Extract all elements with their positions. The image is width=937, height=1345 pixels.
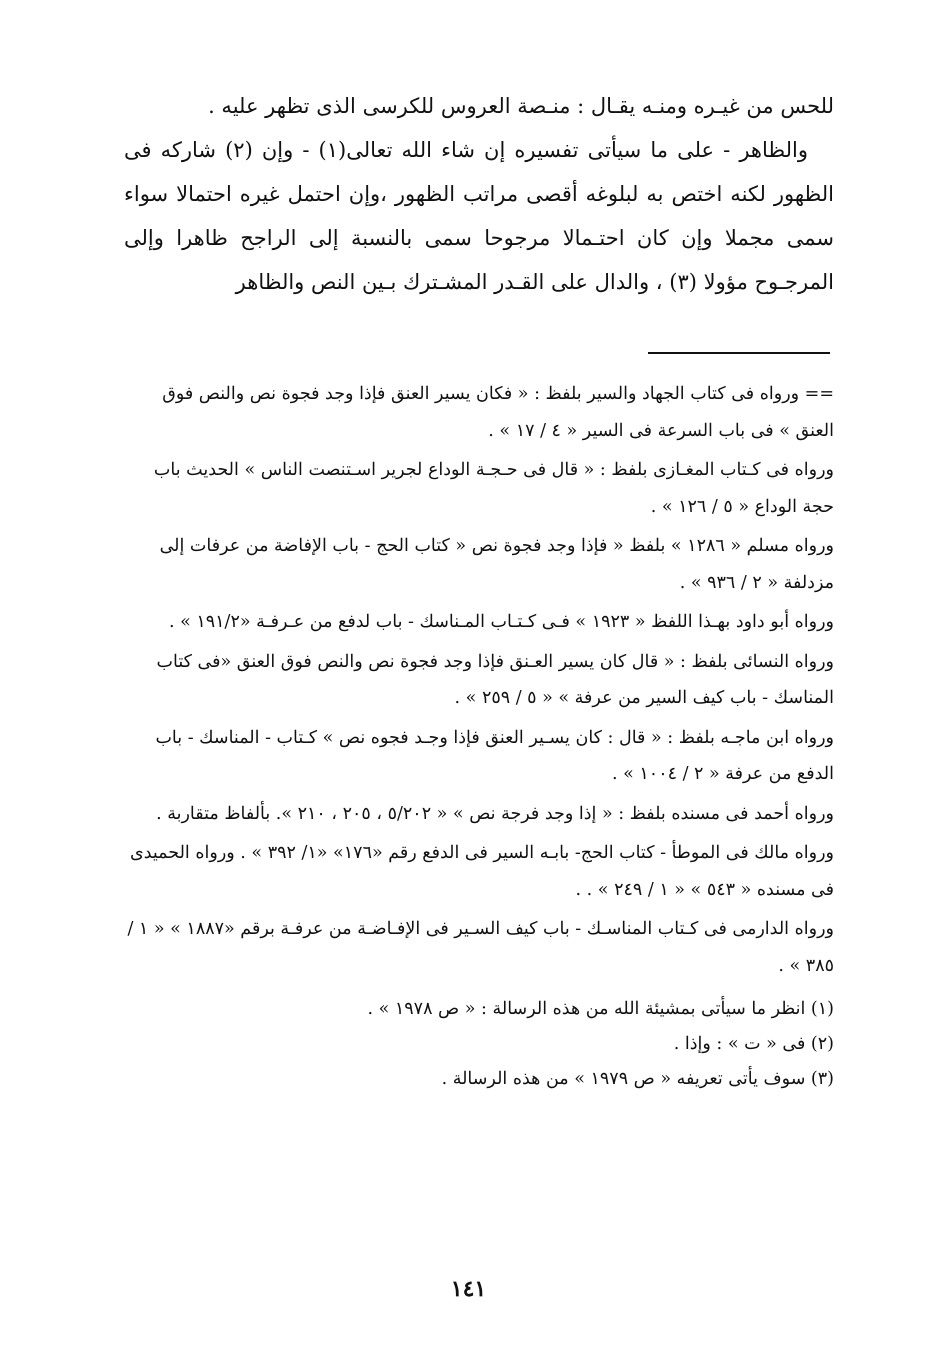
footnote-line: ورواه النسائى بلفظ : « قال كان يسير العـنق فإذا وجد فجوة نص والنص فوق العنق «فى كتاب المناسك - باب كيف السير من عرفة » « ٥ / ٢٥٩ » . (156, 651, 834, 708)
footnote-separator (648, 352, 830, 354)
footnote-line: ورواه فى كـتاب المغـازى بلفظ : « قال فى حـجـة الوداع لجرير اسـتنصت الناس » الحديث باب حجة الوداع « ٥ / ١٢٦ » . (153, 460, 834, 517)
footnote-line: ورواه أحمد فى مسنده بلفظ : « إذا وجد فرجة نص » « ٥/٢٠٢ ، ٢٠٥ ، ٢١٠ ». بألفاظ متقاربة . (156, 803, 834, 824)
body-paragraph: والظاهر - على ما سيأتى تفسيره إن شاء الله تعالى(١) - وإن (٢) شاركه فى الظهور لكنه اختص به لبلوغه أقصى مراتب الظهور ،وإن احتمل غيره احتمالا سواء سمى مجملا وإن كان احتـمالا مرجوحا سمى بالنسبة إلى الراجح ظاهرا وإلى المرجـوح مؤولا (٣) ، والدال على القـدر المشـترك بـين النص والظاهر (124, 138, 834, 294)
main-text (124, 84, 834, 304)
footnote-line: ورواه مسلم « ١٢٨٦ » بلفظ « فإذا وجد فجوة نص « كتاب الحج - باب الإفاضة من عرفات إلى مزدلفة « ٢ / ٩٣٦ » . (159, 536, 834, 593)
footnote-line: ورواه الدارمى فى كـتاب المناسـك - باب كيف السـير فى الإفـاضـة من عرفـة برقم «١٨٨٧ » « ١ / ٣٨٥ » . (127, 919, 834, 976)
footnote-line: == ورواه فى كتاب الجهاد والسير بلفظ : « فكان يسير العنق فإذا وجد فجوة نص والنص فوق العنق » فى باب السرعة فى السير « ٤ / ١٧ » . (162, 384, 834, 441)
footnote-line: ورواه ابن ماجـه بلفظ : « قال : كان يسـير العنق فإذا وجـد فجوه نص » كـتاب - المناسك - باب الدفع من عرفة « ٢ / ١٠٠٤ » . (155, 727, 834, 784)
body-paragraph: للحس من غيـره ومنـه يقـال : منـصة العروس للكرسى الذى تظهر عليه . (208, 94, 834, 118)
footnote-ref: (١) انظر ما سيأتى بمشيئة الله من هذه الرسالة : « ص ١٩٧٨ » . (367, 999, 834, 1019)
footnote-line: ورواه مالك فى الموطأ - كتاب الحج- بابـه السير فى الدفع رقم «١٧٦» «١/ ٣٩٢ » . ورواه الحميدى فى مسنده « ٥٤٣ » « ١ / ٢٤٩ » . . (130, 843, 834, 900)
footnote-ref: (٣) سوف يأتى تعريفه « ص ١٩٧٩ » من هذه الرسالة . (441, 1069, 834, 1089)
page-number: ١٤١ (450, 1276, 487, 1302)
footnote-ref: (٢) فى « ت » : وإذا . (673, 1034, 834, 1054)
footnote-line: ورواه أبو داود بهـذا اللفظ « ١٩٢٣ » فـى كـتـاب المـناسك - باب لدفع من عـرفـة «١٩١/٢ » . (168, 612, 834, 632)
footnotes (124, 376, 834, 1097)
